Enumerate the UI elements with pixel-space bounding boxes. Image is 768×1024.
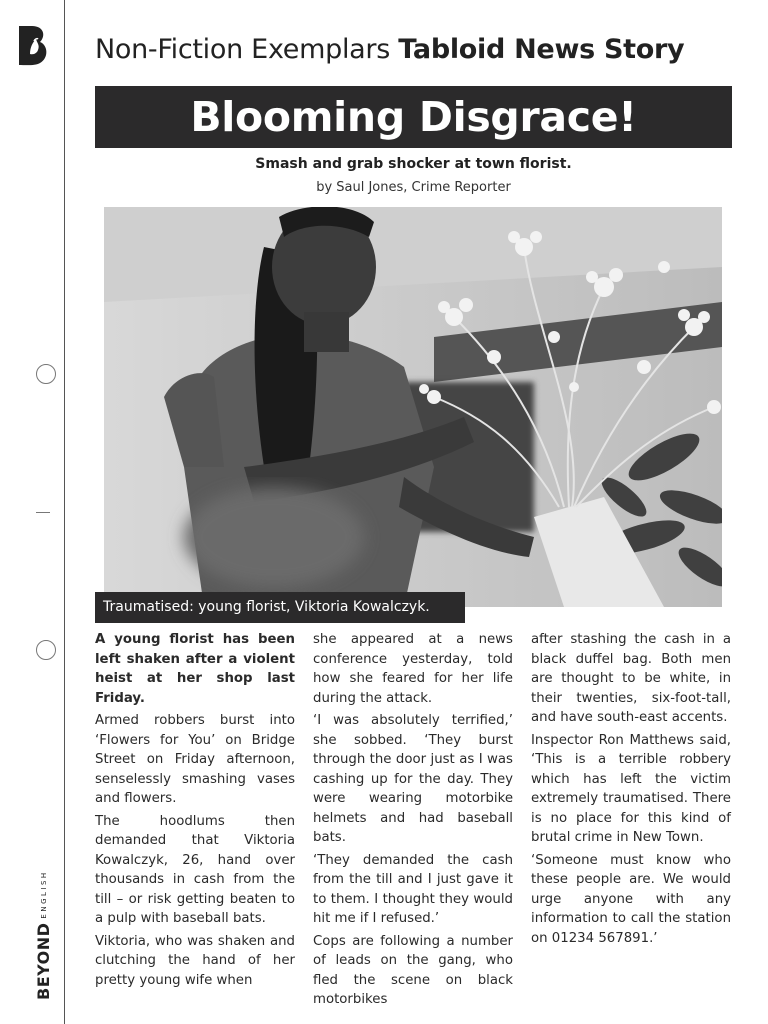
article-column-2	[313, 630, 513, 1013]
paragraph: after stashing the cash in a black duffel bag. Both men are thought to be white, in their twenties, six-foot-tall, and have south-east accents.	[531, 632, 731, 725]
florist-photo-illustration	[104, 207, 722, 607]
paragraph: ‘They demanded the cash from the till and I just gave it to them. I thought they would hit me if I refused.’	[313, 852, 513, 926]
paragraph: Inspector Ron Matthews said, ‘This is a terrible robbery which has left the victim extremely traumatised. There is no place for this kind of brutal crime in New Town.	[531, 732, 731, 845]
header-type: Tabloid News Story	[398, 34, 685, 65]
paragraph: The hoodlums then demanded that Viktoria Kowalczyk, 26, hand over thousands in cash from the till – or risk getting beaten to a pulp with baseball bats.	[95, 813, 295, 926]
punch-hole	[36, 364, 56, 384]
paragraph: Cops are following a number of leads on the gang, who fled the scene on black motorbikes	[313, 933, 513, 1007]
headline-bar	[95, 86, 732, 148]
article-column-3	[531, 630, 731, 951]
beyond-logo-icon	[16, 24, 50, 66]
paragraph: ‘Someone must know who these people are. We would urge anyone with any information to call the station on 01234 567891.’	[531, 852, 731, 946]
photo-caption: Traumatised: young florist, Viktoria Kowalczyk.	[95, 592, 465, 623]
paragraph: Viktoria, who was shaken and clutching the hand of her pretty young wife when	[95, 933, 295, 988]
headline: Blooming Disgrace!	[190, 93, 637, 141]
margin-rule	[64, 0, 65, 1024]
article-column-1	[95, 630, 295, 993]
page-header	[95, 34, 735, 65]
brand-vertical	[10, 845, 56, 1000]
brand-name: BEYOND	[34, 922, 53, 1000]
paragraph: Armed robbers burst into ‘Flowers for You’ on Bridge Street on Friday afternoon, senselessly smashing vases and flowers.	[95, 713, 295, 806]
paragraph: she appeared at a news conference yesterday, told how she feared for her life during the attack.	[313, 632, 513, 706]
article-photo	[104, 207, 722, 607]
lead-paragraph: A young florist has been left shaken after a violent heist at her shop last Friday.	[95, 632, 295, 706]
paragraph: ‘I was absolutely terrified,’ she sobbed. ‘They burst through the door just as I was cashing up for the day. They were wearing motorbike helmets and had baseball bats.	[313, 713, 513, 845]
subheadline: Smash and grab shocker at town florist.	[255, 156, 572, 172]
byline: by Saul Jones, Crime Reporter	[316, 180, 511, 195]
punch-hole	[36, 640, 56, 660]
header-category: Non-Fiction Exemplars	[95, 34, 390, 65]
margin-tick	[36, 512, 50, 513]
brand-sub: ENGLISH	[39, 870, 48, 919]
